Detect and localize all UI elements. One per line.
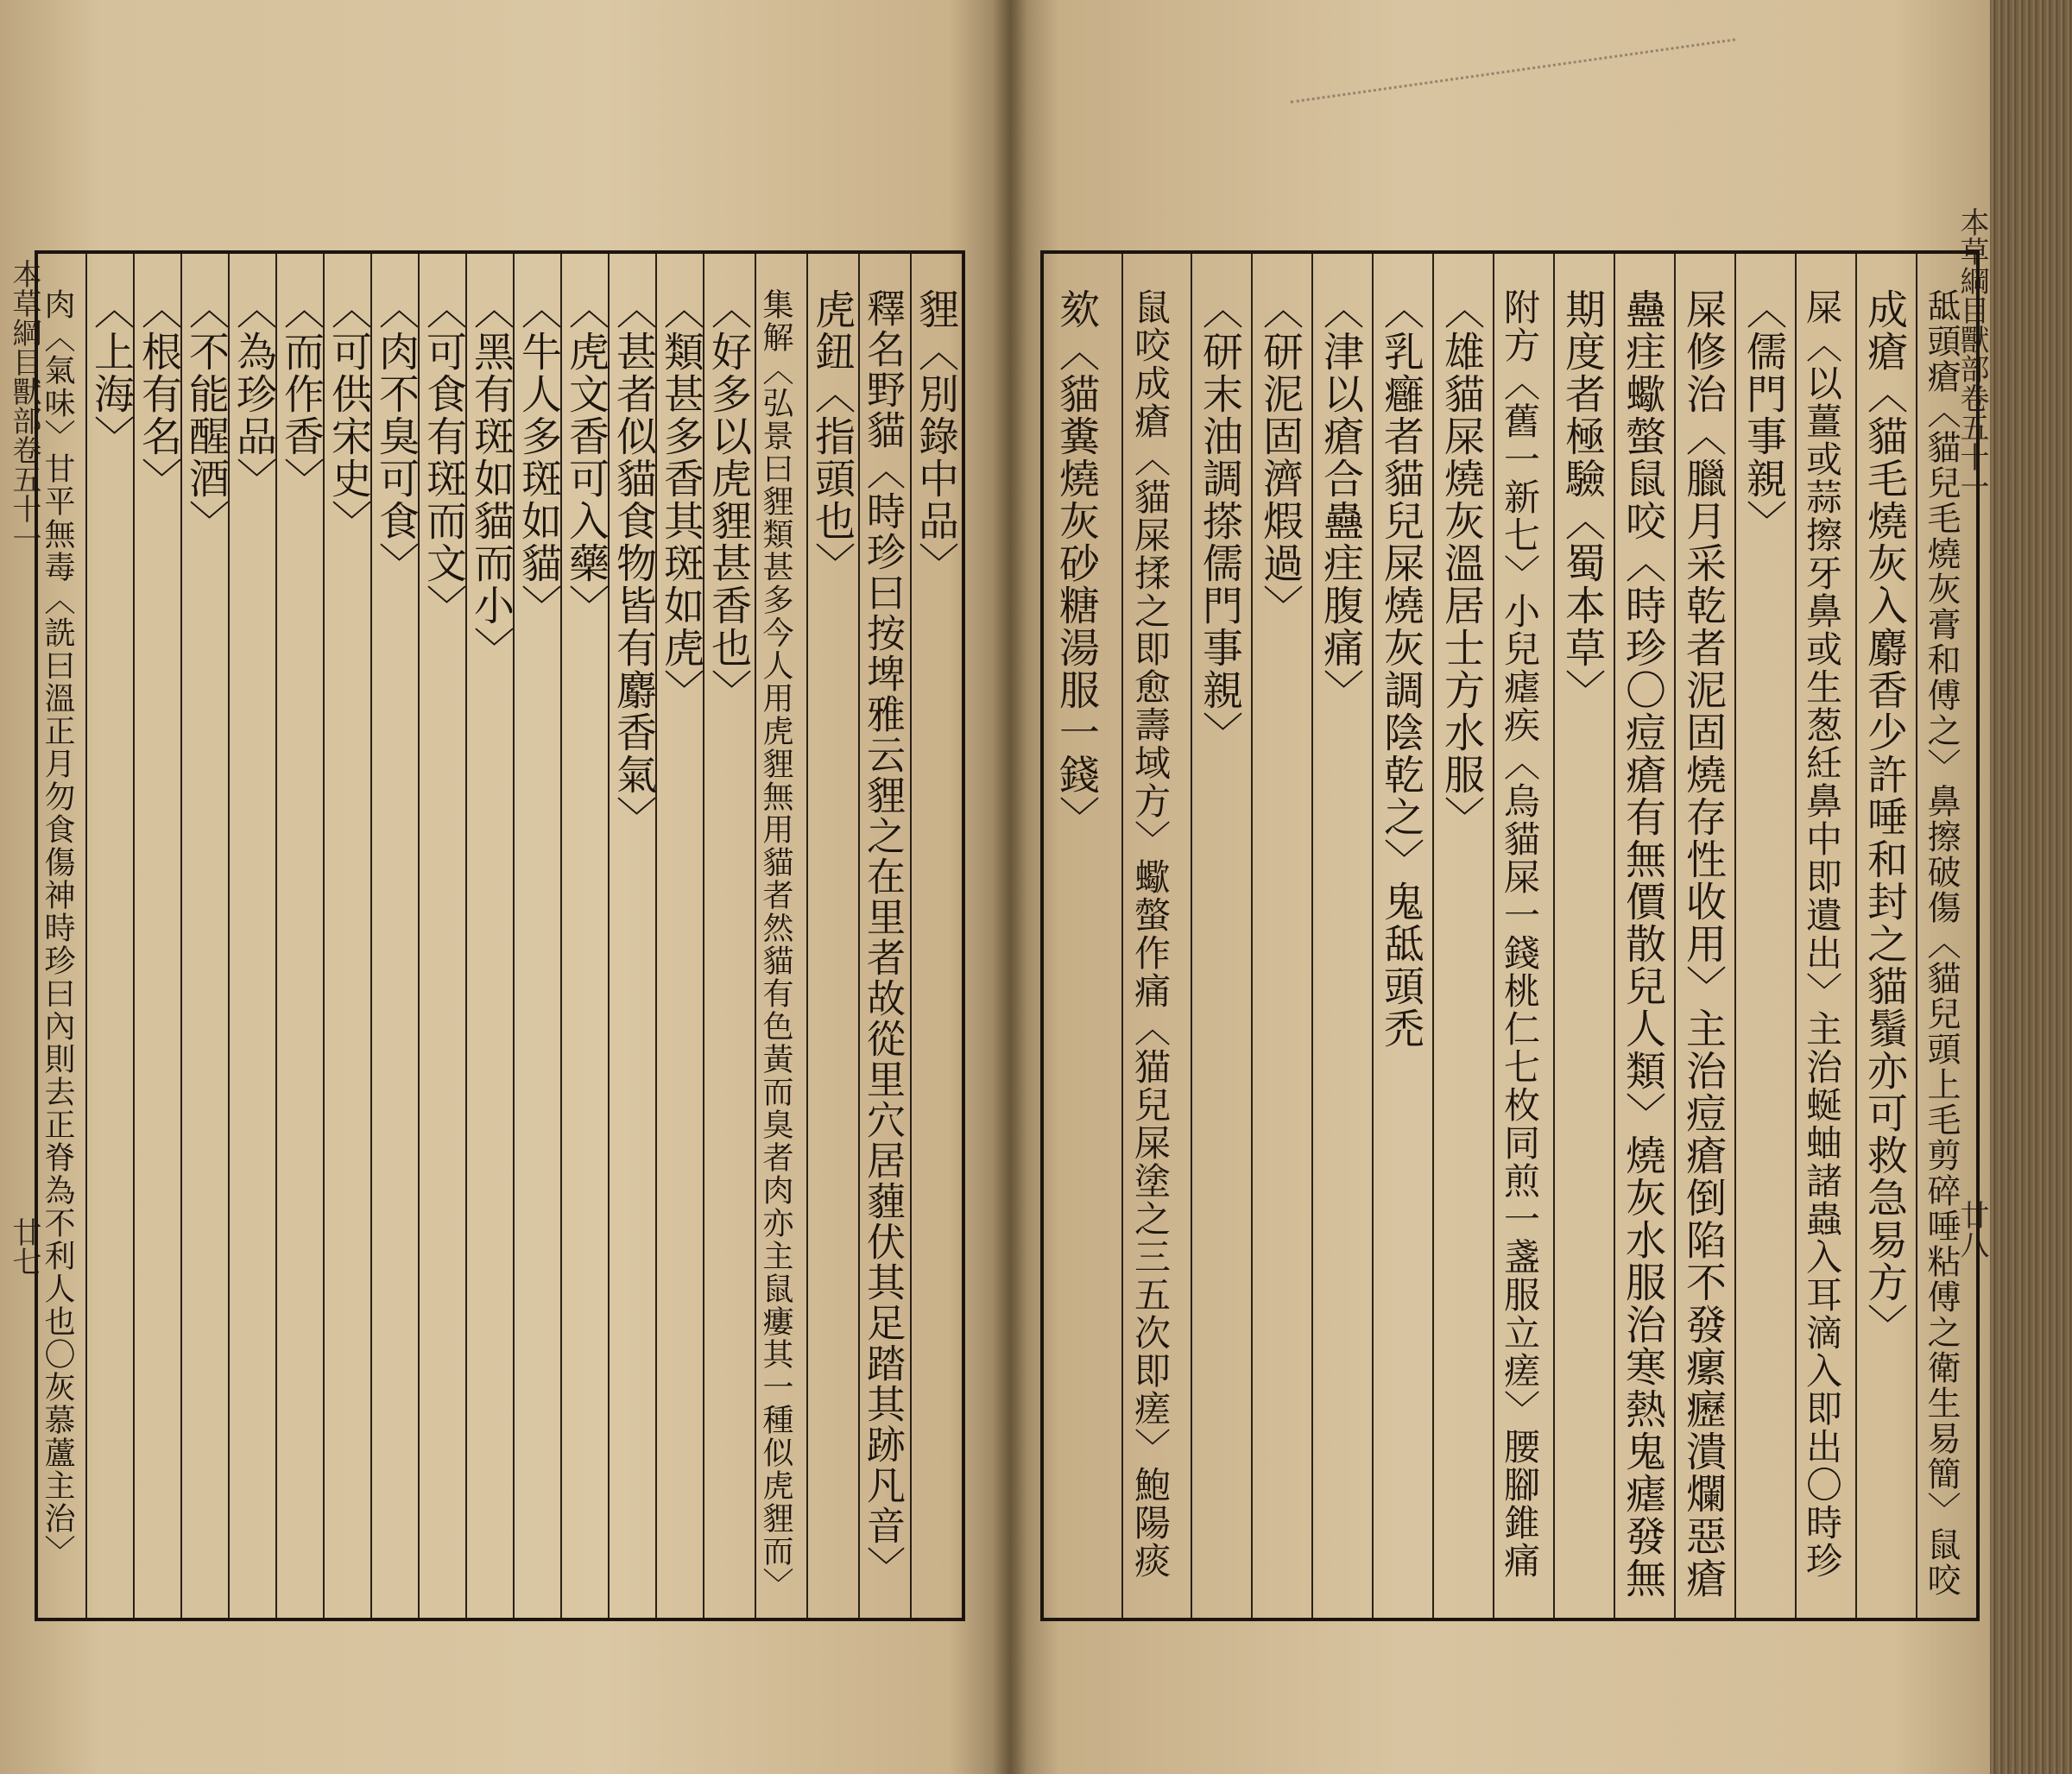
text-column: 集解〈弘景曰貍類甚多今人用虎貍無用貓者然貓有色黃而臭者肉亦主鼠瘻其一種似虎貍而〉 (758, 288, 793, 1600)
text-column: 〈好多以虎貍甚香也〉 (704, 288, 752, 711)
text-column: 〈津以瘡合蠱疰腹痛〉 (1317, 288, 1364, 711)
text-column: 〈根有名〉 (135, 288, 182, 500)
text-column: 〈甚者似貓食物皆有麝香氣〉 (610, 288, 657, 838)
text-column: 〈黑有斑如貓而小〉 (467, 288, 515, 669)
right-text-frame (1040, 250, 1980, 1621)
text-column: 蠱疰蠍螫鼠咬〈時珍〇痘瘡有無價散兒人類〉燒灰水服治寒熱鬼瘧發無 (1619, 288, 1666, 1600)
text-column: 〈研泥固濟煆過〉 (1256, 288, 1304, 627)
text-column: 肉〈氣味〉甘平無毒〈詵曰溫正月勿食傷神時珍曰內則去正脊為不利人也〇灰慕蘆主治〉 (40, 288, 75, 1568)
text-column: 〈雄貓屎燒灰溫居士方水服〉 (1437, 288, 1485, 838)
book-gutter (993, 0, 1027, 1774)
text-column: 〈可食有斑而文〉 (420, 288, 467, 627)
right-page-number: 廿八 (1955, 1200, 1989, 1259)
text-column: 〈肉不臭可食〉 (372, 288, 420, 584)
text-column: 〈牛人多斑如貓〉 (515, 288, 562, 627)
text-column: 成瘡〈貓毛燒灰入麝香少許唾和封之貓鬚亦可救急易方〉 (1860, 288, 1908, 1346)
text-column: 〈而作香〉 (277, 288, 325, 500)
text-column: 屎〈以薑或蒜擦牙鼻或生葱紝鼻中即遺出〉主治蜒蚰諸蟲入耳滴入即出〇時珍 (1801, 288, 1843, 1580)
text-column: 期度者極驗〈蜀本草〉 (1558, 288, 1606, 711)
page-edges (1990, 0, 2072, 1774)
text-column: 附方〈舊一新七〉小兒瘧疾〈烏貓屎一錢桃仁七枚同煎一盞服立瘥〉腰腳錐痛 (1499, 288, 1541, 1580)
text-column: 〈上海〉 (87, 288, 135, 458)
text-column: 〈為珍品〉 (230, 288, 277, 500)
text-column: 〈研末油調搽儒門事親〉 (1196, 288, 1243, 754)
text-column: 〈乳癰者貓兒屎燒灰調陰乾之〉鬼䑛頭禿 (1377, 288, 1424, 1050)
text-column: 〈可供宋史〉 (325, 288, 372, 542)
text-column: 釋名野貓〈時珍曰按埤雅云貍之在里者故從里穴居薶伏其足踏其跡凡音〉 (860, 288, 906, 1587)
right-side-label: 本草綱目獸部卷五十一 (1955, 207, 1989, 501)
left-page-number: 廿七 (7, 1217, 41, 1276)
text-column: 貍〈別錄中品〉 (912, 288, 959, 584)
text-column: 䑛頭瘡〈貓兒毛燒灰膏和傅之〉鼻擦破傷〈貓兒頭上毛剪碎唾粘傅之衛生易簡〉鼠咬 (1922, 288, 1961, 1598)
text-column: 欬〈貓糞燒灰砂糖湯服一錢〉 (1052, 288, 1100, 838)
text-column: 〈儒門事親〉 (1740, 288, 1787, 542)
text-column: 〈不能醒酒〉 (182, 288, 230, 542)
text-column: 鼠咬成瘡〈貓屎揉之即愈壽域方〉蠍螫作痛〈猫兒屎塗之三五次即瘥〉鮑陽痰 (1129, 288, 1172, 1580)
text-column: 屎修治〈臘月采乾者泥固燒存性收用〉主治痘瘡倒陷不發瘰癧潰爛惡瘡 (1679, 288, 1727, 1600)
text-column: 〈類甚多香其斑如虎〉 (657, 288, 704, 711)
text-column: 〈虎文香可入藥〉 (562, 288, 610, 627)
text-column: 虎鈕〈指頭也〉 (808, 288, 856, 584)
left-text-frame (35, 250, 965, 1621)
left-side-label: 本草綱目獸部卷五十一 (7, 259, 41, 552)
